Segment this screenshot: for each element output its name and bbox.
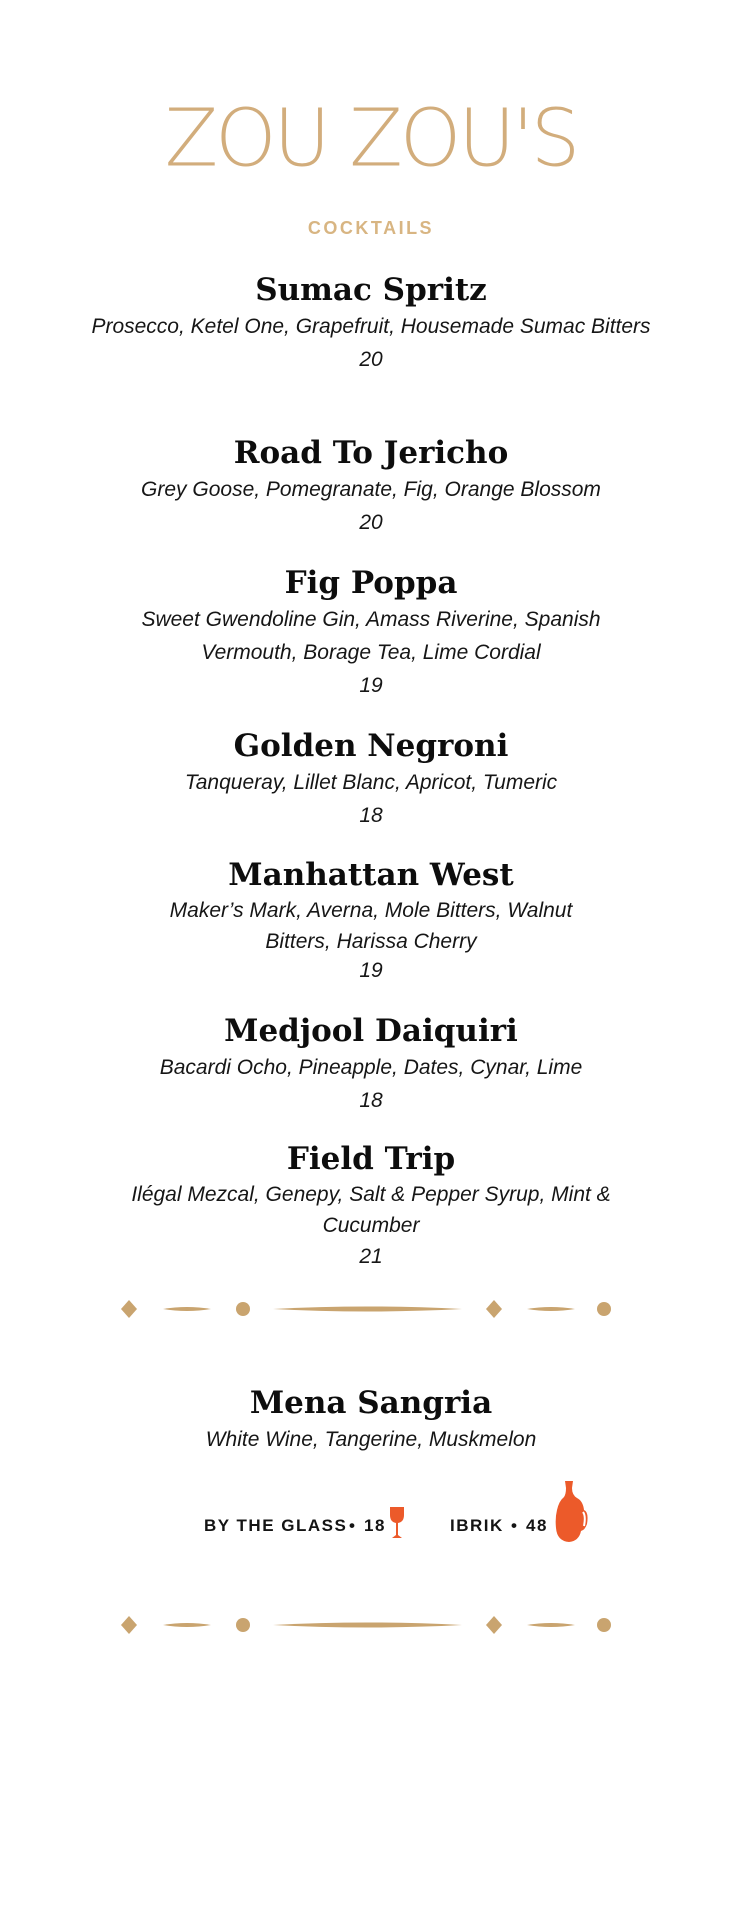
item-name: Medjool Daiquiri — [224, 1013, 518, 1049]
item-ingredients: Maker’s Mark, Averna, Mole Bitters, Walnut Bitters, Harissa Cherry — [169, 899, 573, 953]
section-title: COCKTAILS — [307, 218, 435, 238]
item-price: 21 — [359, 1245, 383, 1268]
item-name: Manhattan West — [228, 857, 514, 893]
restaurant-logo: ZOU ZOU'S — [164, 93, 578, 185]
glass-label: BY THE GLASS — [204, 1516, 348, 1535]
ibrik-label: IBRIK — [450, 1516, 504, 1535]
ornamental-divider — [117, 1297, 617, 1321]
item-price: 20 — [359, 348, 383, 371]
menu-item — [0, 433, 742, 539]
menu-item — [0, 270, 742, 376]
separator: • — [349, 1516, 357, 1535]
ibrik-price: 48 — [526, 1516, 548, 1535]
separator: • — [511, 1516, 519, 1535]
menu-item — [0, 563, 742, 702]
item-price: 18 — [359, 804, 383, 827]
wine-glass-icon — [388, 1506, 406, 1540]
item-ingredients: Sweet Gwendoline Gin, Amass Riverine, Spanish Vermouth, Borage Tea, Lime Cordial — [141, 608, 601, 664]
item-name: Sumac Spritz — [255, 272, 487, 308]
item-ingredients: Ilégal Mezcal, Genepy, Salt & Pepper Syrup, Mint & Cucumber — [131, 1183, 611, 1237]
item-name: Mena Sangria — [249, 1385, 493, 1421]
item-price: 20 — [359, 511, 383, 534]
item-ingredients: Prosecco, Ketel One, Grapefruit, Housemade Sumac Bitters — [91, 315, 651, 338]
ornamental-divider — [117, 1613, 617, 1637]
item-name: Golden Negroni — [233, 728, 509, 764]
sangria-pricing — [0, 1480, 742, 1548]
item-ingredients: Bacardi Ocho, Pineapple, Dates, Cynar, Lime — [159, 1056, 583, 1079]
menu-item — [0, 1139, 742, 1272]
item-price: 18 — [359, 1089, 383, 1112]
item-ingredients: Tanqueray, Lillet Blanc, Apricot, Tumeric — [184, 771, 558, 794]
menu-item — [0, 726, 742, 832]
glass-price: 18 — [364, 1516, 386, 1535]
item-name: Fig Poppa — [284, 565, 458, 601]
item-name: Road To Jericho — [233, 435, 509, 471]
menu-item — [0, 855, 742, 985]
menu-item — [0, 1011, 742, 1117]
item-price: 19 — [359, 674, 383, 697]
item-name: Field Trip — [286, 1141, 456, 1177]
item-price: 19 — [359, 959, 383, 982]
pitcher-icon — [553, 1480, 589, 1544]
menu-item-sangria — [0, 1383, 742, 1456]
item-ingredients: Grey Goose, Pomegranate, Fig, Orange Blossom — [141, 478, 601, 501]
item-ingredients: White Wine, Tangerine, Muskmelon — [205, 1428, 537, 1451]
